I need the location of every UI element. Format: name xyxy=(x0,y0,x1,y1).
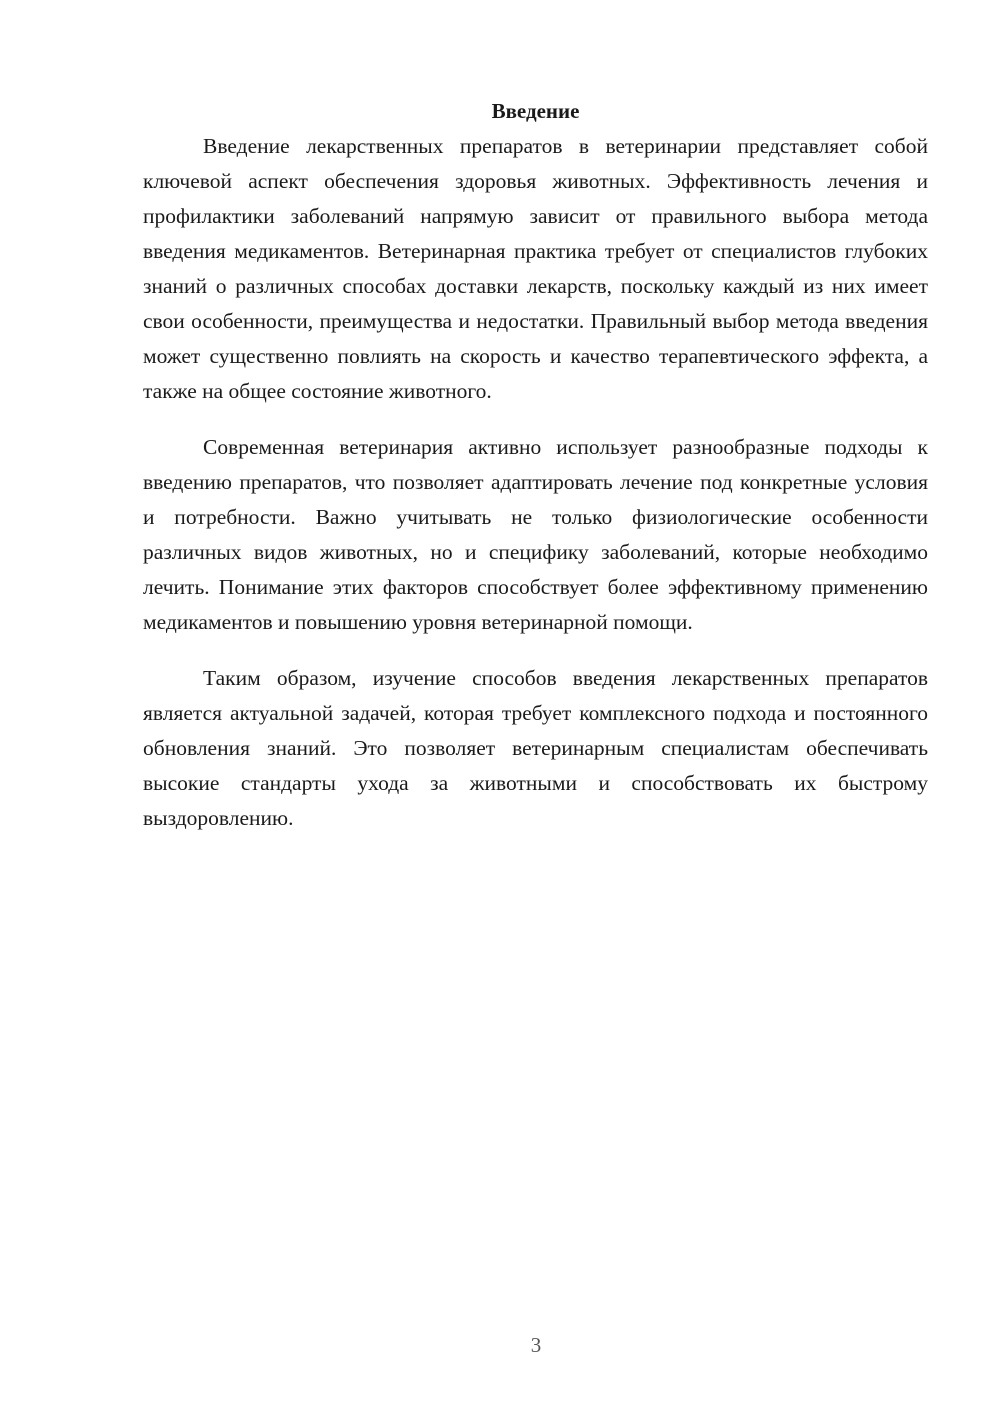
page-content xyxy=(143,96,928,857)
paragraph-2: Современная ветеринария активно использует разнообразные подходы к введению препаратов, что позволяет адаптировать лечение под конкретные условия и потребности. Важно учитывать не только физиологические особенности различных видов животных, но и специфику заболеваний, которые необходимо лечить. Понимание этих факторов способствует более эффективному применению медикаментов и повышению уровня ветеринарной помощи. xyxy=(143,435,928,634)
paragraph-1: Введение лекарственных препаратов в ветеринарии представляет собой ключевой аспект обеспечения здоровья животных. Эффективность лечения и профилактики заболеваний напрямую зависит от правильного выбора метода введения медикаментов. Ветеринарная практика требует от специалистов глубоких знаний о различных способах доставки лекарств, поскольку каждый из них имеет свои особенности, преимущества и недостатки. Правильный выбор метода введения может существенно повлиять на скорость и качество терапевтического эффекта, а также на общее состояние животного. xyxy=(143,134,928,403)
page-number: 3 xyxy=(530,1333,542,1357)
section-heading: Введение xyxy=(491,99,580,123)
paragraph-3: Таким образом, изучение способов введения лекарственных препаратов является актуальной задачей, которая требует комплексного подхода и постоянного обновления знаний. Это позволяет ветеринарным специалистам обеспечивать высокие стандарты ухода за животными и способствовать их быстрому выздоровлению. xyxy=(143,666,928,830)
